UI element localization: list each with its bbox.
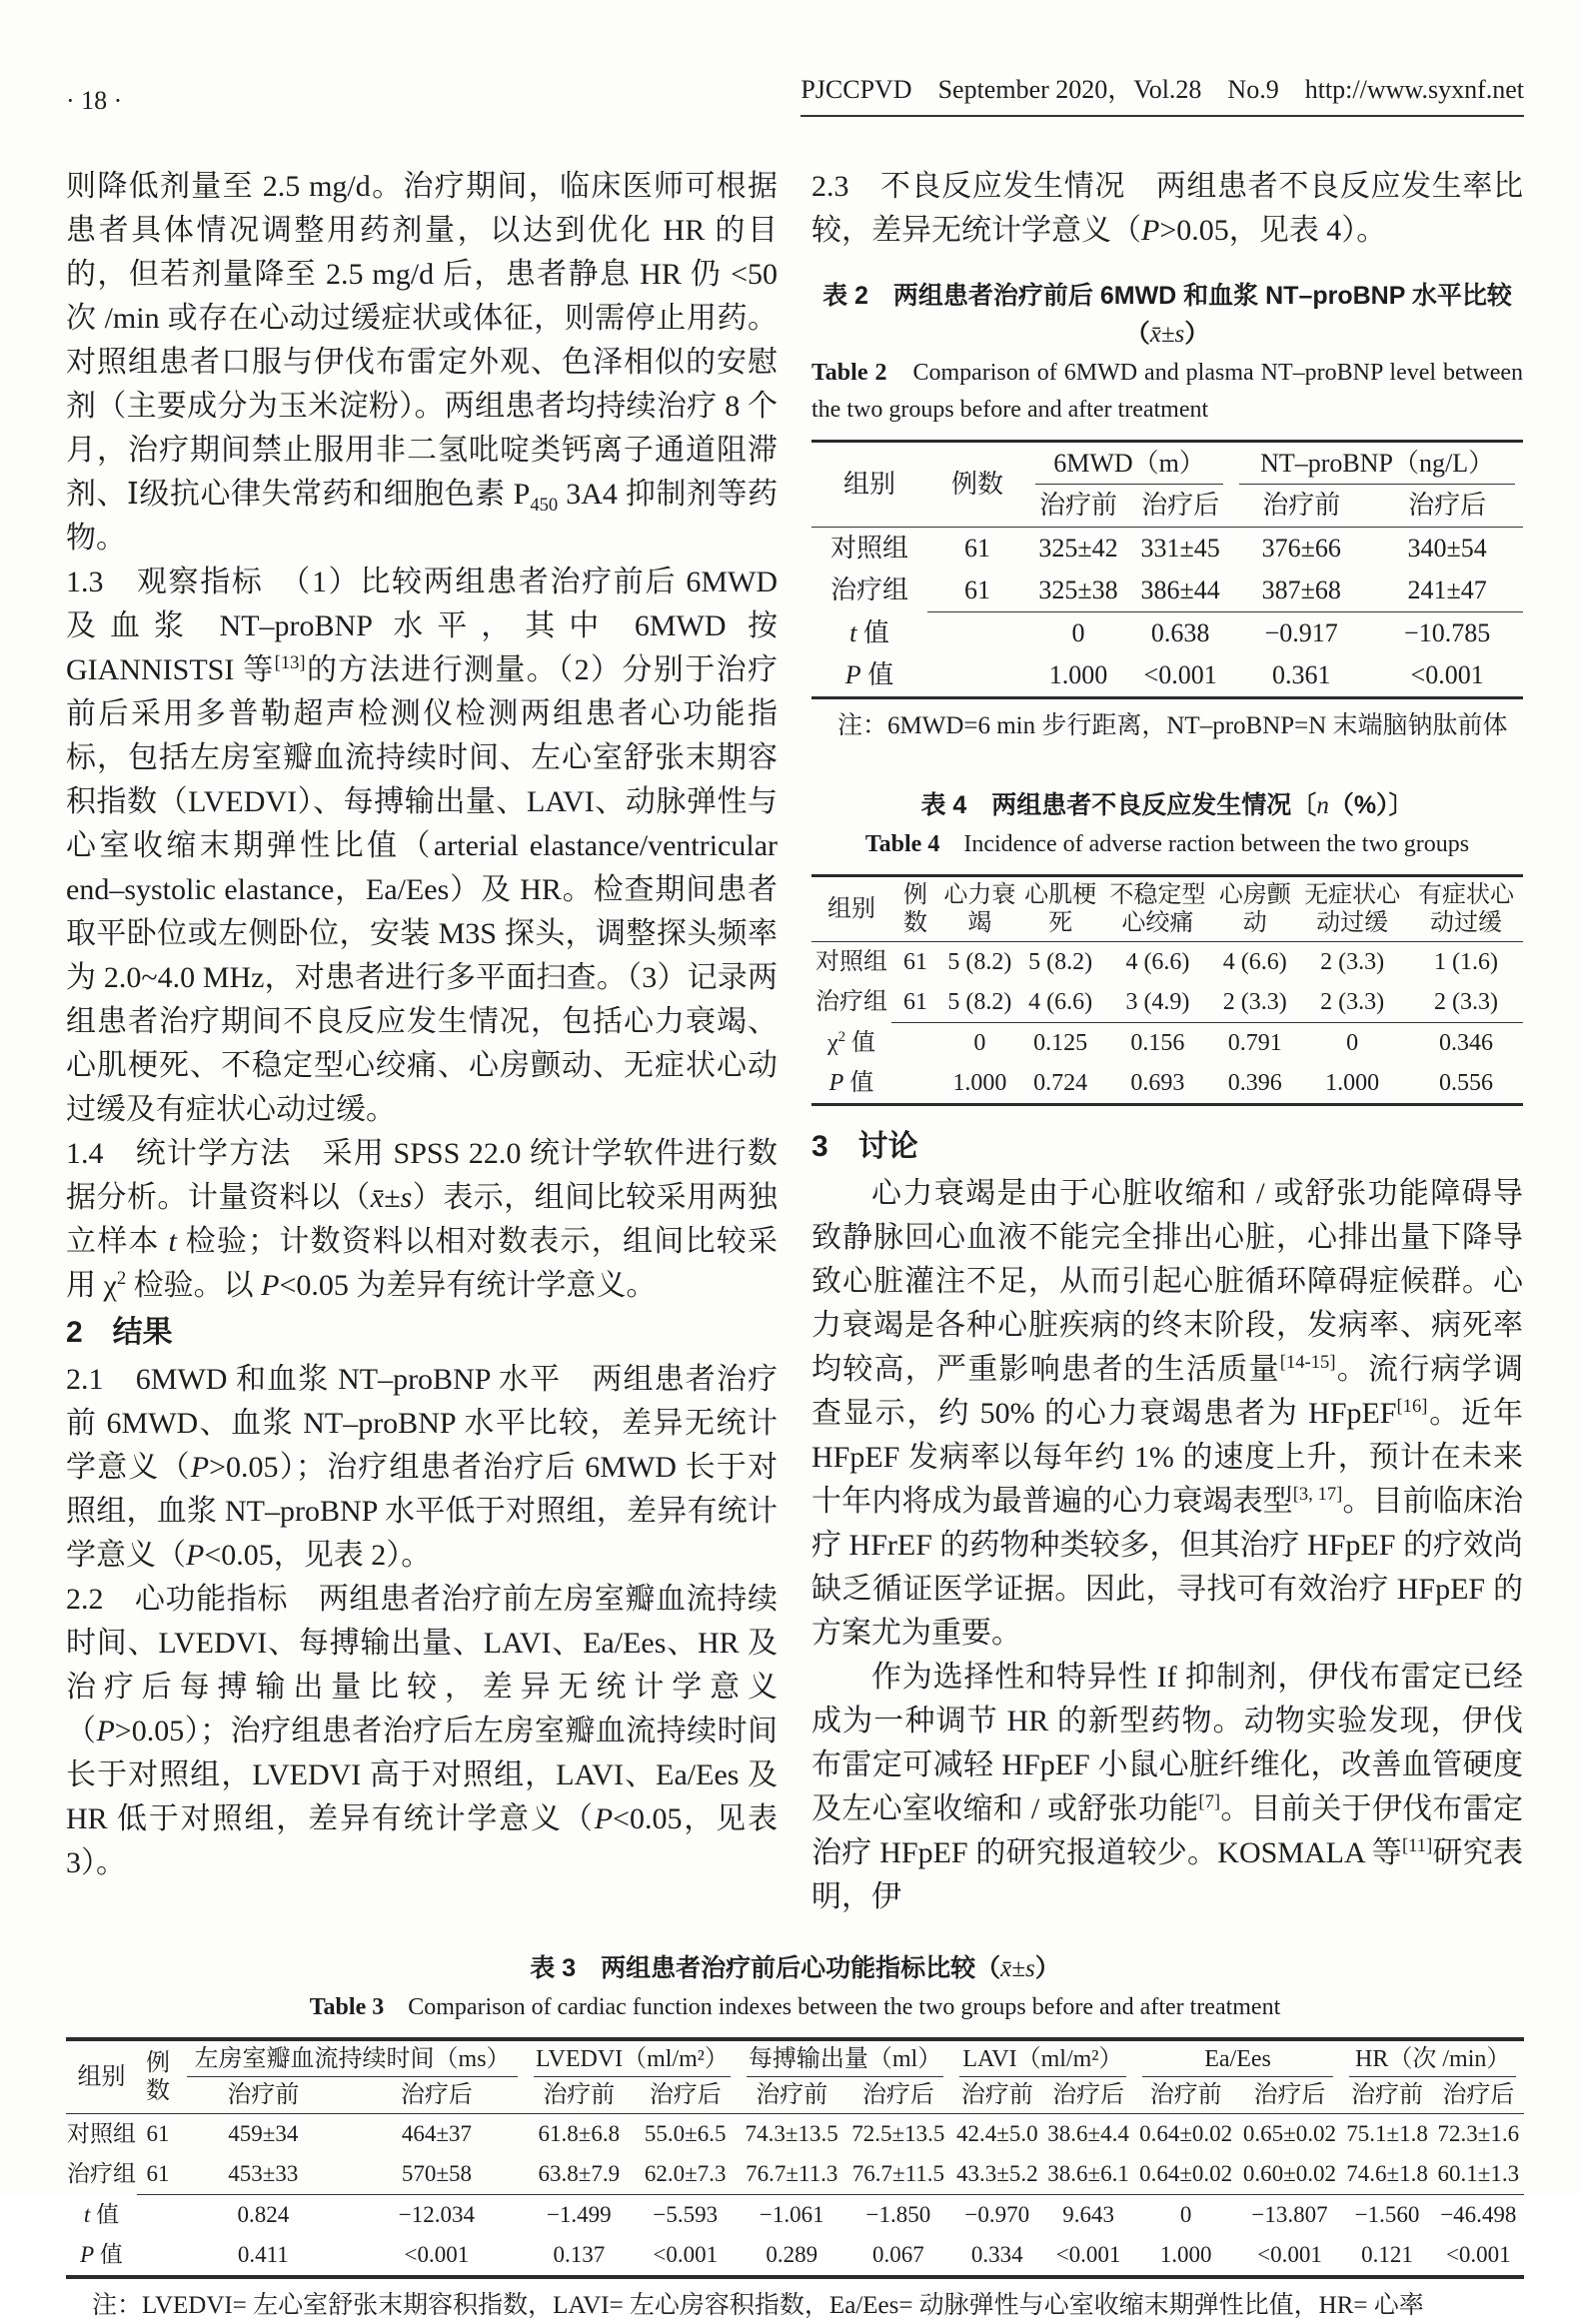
table-cell: −1.560: [1341, 2195, 1432, 2236]
table-cell: 0.396: [1227, 1070, 1282, 1096]
table-cell: 376±66: [1261, 534, 1341, 563]
table-cell: 63.8±7.9: [538, 2161, 621, 2186]
column-header: 心房颤动: [1214, 876, 1295, 942]
table-cell: [927, 612, 1027, 655]
column-header: 治疗前: [179, 2077, 348, 2114]
column-header: Ea/Ees: [1134, 2039, 1342, 2077]
right-column: [811, 165, 1523, 1919]
table-cell: 386±44: [1140, 576, 1220, 604]
table-cell: P 值: [80, 2242, 123, 2267]
table-cell: <0.001: [653, 2242, 719, 2267]
table-row: [811, 528, 1523, 571]
table-cell: 0.824: [179, 2195, 348, 2236]
column-header: 组别: [811, 442, 927, 528]
table3-note: 注：LVEDVI= 左心室舒张末期容积指数，LAVI= 左心房容积指数，Ea/Ees= 动脉弹性与心室收缩末期弹性比值，HR= 心率: [92, 2292, 1424, 2319]
table-cell: 241±47: [1407, 576, 1487, 604]
table-cell: 61: [964, 534, 990, 563]
table-cell: 340±54: [1407, 534, 1487, 563]
table-cell: 60.1±1.3: [1437, 2161, 1520, 2186]
column-header: HR（次 /min）: [1341, 2039, 1524, 2077]
table-cell: 331±45: [1140, 534, 1220, 563]
table4-body: [811, 942, 1523, 1105]
table-row: [811, 982, 1523, 1023]
table-cell: 0.121: [1361, 2242, 1413, 2267]
table-row: [66, 2154, 1524, 2195]
table-cell: 0.693: [1130, 1070, 1185, 1096]
column-header: 例数: [137, 2039, 179, 2114]
paragraph-cardiac-function-result: 2.2 心功能指标 两组患者治疗前左房室瓣血流持续时间、LVEDVI、每搏输出量、LAVI、Ea/Ees、HR 及治疗后每搏输出量比较，差异无统计学意义（P>0.05）；治疗组患者治疗后左房室瓣血流持续时间长于对照组，LVEDVI 高于对照组，LAVI、Ea/Ees 及 HR 低于对照组，差异有统计学意义（P<0.05，见表 3）。: [66, 1583, 779, 1879]
table-cell: 2 (3.3): [1434, 989, 1499, 1015]
table-cell: <0.001: [1410, 660, 1484, 689]
table-cell: <0.001: [1143, 660, 1217, 689]
table-row: [66, 2235, 1524, 2277]
table2-block: [811, 277, 1523, 744]
table-row: [811, 1023, 1523, 1064]
table-cell: <0.001: [1257, 2242, 1322, 2267]
column-header: NT–proBNP（ng/L）: [1231, 442, 1523, 486]
journal-header: PJCCPVD September 2020，Vol.28 No.9 http://www.syxnf.net: [800, 74, 1524, 117]
table-cell: 76.7±11.5: [851, 2161, 944, 2186]
table-cell: 9.643: [1042, 2195, 1133, 2236]
table-cell: −1.499: [526, 2195, 632, 2236]
table-cell: 43.3±5.2: [955, 2161, 1038, 2186]
column-header: 每搏输出量（ml）: [739, 2039, 951, 2077]
paragraph-discussion-2: 作为选择性和特异性 If 抑制剂，伊伐布雷定已经成为一种调节 HR 的新型药物。动物实验发现，伊伐布雷定可减轻 HFpEF 小鼠心脏纤维化，改善血管硬度及左心室收缩和 / 或舒张功能[7]。目前关于伊伐布雷定治疗 HFpEF 的研究报道较少。KOSMALA 等[11]研究表明，伊: [811, 1661, 1523, 1913]
table-cell: 4 (6.6): [1125, 949, 1190, 975]
table-cell: 4 (6.6): [1028, 989, 1093, 1015]
table-cell: 0.067: [871, 2242, 924, 2267]
table2-title-cn: 表 2 两组患者治疗前后 6MWD 和血浆 NT–proBNP 水平比较（x̄±s）: [822, 282, 1512, 348]
table-row: [811, 1063, 1523, 1105]
table-cell: [891, 1023, 939, 1064]
table4-title-cn: 表 4 两组患者不良反应发生情况〔n（%）〕: [920, 791, 1414, 819]
table-row: [811, 570, 1523, 612]
table-cell: 74.3±13.5: [745, 2121, 838, 2146]
table-row: [811, 942, 1523, 983]
paragraph-dose-adjustment: 则降低剂量至 2.5 mg/d。治疗期间，临床医师可根据患者具体情况调整用药剂量，以达到优化 HR 的目的，但若剂量降至 2.5 mg/d 后，患者静息 HR 仍 <50 次 /min 或存在心动过缓症状或体征，则需停止用药。对照组患者口服与伊伐布雷定外观、色泽相似的安慰剂（主要成分为玉米淀粉）。两组患者均持续治疗 8 个月，治疗期间禁止服用非二氢吡啶类钙离子通道阻滞剂、Ⅰ级抗心律失常药和细胞色素 $P_{450}$ 3A4 抑制剂等药物。: [66, 170, 778, 555]
table-cell: 1.000: [1159, 2242, 1212, 2267]
table-cell: 38.6±6.1: [1047, 2161, 1129, 2186]
table-cell: 0: [939, 1023, 1020, 1064]
table2-header-row-1: [811, 442, 1523, 486]
table-cell: 570±58: [401, 2161, 472, 2186]
table-cell: −0.917: [1231, 612, 1371, 655]
table-cell: 72.5±13.5: [851, 2121, 945, 2146]
section-heading-discussion: 3 讨论: [811, 1130, 918, 1163]
table-row: [66, 2195, 1524, 2236]
paragraph-discussion-1: 心力衰竭是由于心脏收缩和 / 或舒张功能障碍导致静脉回心血液不能完全排出心脏，心排出量下降导致心脏灌注不足，从而引起心脏循环障碍症候群。心力衰竭是各种心脏疾病的终末阶段，发病率、病死率均较高，严重影响患者的生活质量[14-15]。流行病学调查显示，约 50% 的心力衰竭患者为 HFpEF[16]。近年 HFpEF 发病率以每年约 1% 的速度上升，预计在未来十年内将成为最普遍的心力衰竭表型[3, 17]。目前临床治疗 HFrEF 的药物种类较多，但其治疗 HFpEF 的疗效尚缺乏循证医学证据。因此，寻找可有效治疗 HFpEF 的方案尤为重要。: [811, 1177, 1524, 1650]
table-cell: 0.156: [1100, 1023, 1214, 1064]
table-cell: 0: [1295, 1023, 1409, 1064]
column-header: 治疗前: [1231, 485, 1371, 528]
table4: [811, 874, 1523, 1106]
column-header: 治疗后: [1433, 2077, 1524, 2114]
table-cell: 0.64±0.02: [1139, 2161, 1233, 2186]
table-cell: 对照组: [67, 2121, 136, 2146]
column-header: 治疗后: [1238, 2077, 1342, 2114]
column-header: 治疗前: [1134, 2077, 1238, 2114]
table-cell: 76.7±11.3: [746, 2161, 838, 2186]
table-cell: [137, 2195, 179, 2236]
section-heading-results: 2 结果: [66, 1316, 173, 1349]
column-header: 治疗后: [845, 2077, 952, 2114]
column-header: 心力衰竭: [939, 876, 1020, 942]
table-cell: −13.807: [1238, 2195, 1342, 2236]
table-cell: 0.64±0.02: [1139, 2121, 1233, 2146]
table-cell: −1.061: [739, 2195, 845, 2236]
table-cell: 0.137: [553, 2242, 606, 2267]
column-header: LVEDVI（ml/m²）: [526, 2039, 739, 2077]
column-header: LAVI（ml/m²）: [951, 2039, 1134, 2077]
table-cell: 387±68: [1261, 576, 1341, 604]
table2-note: 注：6MWD=6 min 步行距离，NT–proBNP=N 末端脑钠肽前体: [837, 712, 1508, 739]
table-cell: 61.8±6.8: [538, 2121, 621, 2146]
table-cell: 1.000: [952, 1070, 1007, 1096]
table-cell: [891, 1063, 939, 1105]
table-cell: 0.638: [1129, 612, 1231, 655]
table-cell: 0.65±0.02: [1242, 2121, 1337, 2146]
table-cell: 0: [1134, 2195, 1238, 2236]
table-cell: 1.000: [1325, 1070, 1380, 1096]
table-cell: 61: [964, 576, 990, 604]
paragraph-adverse-reaction-result: 2.3 不良反应发生情况 两组患者不良反应发生率比较，差异无统计学意义（P>0.05，见表 4）。: [811, 170, 1523, 247]
table-cell: 3 (4.9): [1125, 989, 1190, 1015]
table-cell: 5 (8.2): [947, 989, 1012, 1015]
column-header: 有症状心动过缓: [1409, 876, 1523, 942]
table-cell: P 值: [844, 660, 894, 689]
paragraph-statistics-method: 1.4 统计学方法 采用 SPSS 22.0 统计学软件进行数据分析。计量资料以（x̄±s）表示，组间比较采用两独立样本 t 检验；计数资料以相对数表示，组间比较采用 $\chi^2$ 检验。以 P<0.05 为差异有统计学意义。: [66, 1137, 779, 1302]
table-cell: <0.001: [1055, 2242, 1121, 2267]
table3-body: [66, 2114, 1524, 2278]
column-header: 不稳定型心绞痛: [1100, 876, 1214, 942]
column-header: 治疗前: [1027, 485, 1129, 528]
table-cell: 4 (6.6): [1222, 949, 1287, 975]
table-cell: [927, 654, 1027, 698]
table-cell: 5 (8.2): [947, 949, 1012, 975]
table-cell: 72.3±1.6: [1437, 2121, 1520, 2146]
two-column-layout: [66, 165, 1524, 1919]
table-cell: 0.289: [766, 2242, 818, 2267]
paragraph-6mwd-ntprobnp-result: 2.1 6MWD 和血浆 NT–proBNP 水平 两组患者治疗前 6MWD、血浆 NT–proBNP 水平比较，差异无统计学意义（P>0.05）；治疗组患者治疗后 6MWD 长于对照组，血浆 NT–proBNP 水平低于对照组，差异有统计学意义（P<0.05，见表 2）。: [66, 1363, 779, 1572]
column-header: 治疗后: [1371, 485, 1523, 528]
column-header: 治疗前: [526, 2077, 632, 2114]
table-cell: 0.60±0.02: [1242, 2161, 1337, 2186]
table-cell: <0.001: [1445, 2242, 1511, 2267]
table-cell: 0.346: [1409, 1023, 1523, 1064]
table-cell: P 值: [828, 1070, 874, 1096]
column-header: 治疗前: [951, 2077, 1042, 2114]
table-cell: 治疗组: [67, 2161, 136, 2187]
table-cell: 61: [146, 2161, 170, 2186]
column-header: 组别: [811, 876, 891, 942]
table-cell: 2 (3.3): [1320, 989, 1385, 1015]
table-cell: 38.6±4.4: [1047, 2121, 1129, 2146]
table-cell: $\chi^2$ 值: [826, 1028, 876, 1056]
table-cell: <0.001: [404, 2242, 470, 2267]
table-cell: [137, 2235, 179, 2277]
table-cell: 0.791: [1214, 1023, 1295, 1064]
table-cell: 1 (1.6): [1434, 949, 1499, 975]
column-header: 治疗后: [1042, 2077, 1133, 2114]
table-cell: −12.034: [348, 2195, 526, 2236]
table4-title-en: Table 4 Incidence of adverse raction between the two groups: [864, 831, 1470, 857]
table-cell: −46.498: [1433, 2195, 1524, 2236]
column-header: 组别: [66, 2039, 137, 2114]
table2: [811, 440, 1523, 699]
table-cell: 62.0±7.3: [644, 2161, 727, 2186]
table-cell: 1.000: [1048, 660, 1108, 689]
column-header: 无症状心动过缓: [1295, 876, 1409, 942]
table-cell: 0.125: [1020, 1023, 1101, 1064]
table-cell: 0.556: [1439, 1070, 1494, 1096]
table2-body: [811, 528, 1523, 698]
table3-title-en: Table 3 Comparison of cardiac function indexes between the two groups before and after treatment: [309, 1994, 1281, 2020]
table-cell: 对照组: [829, 534, 908, 563]
table3-header-row-1: [66, 2039, 1524, 2077]
table-row: [66, 2114, 1524, 2155]
table3-header-row-2: [66, 2077, 1524, 2114]
table-cell: 464±37: [401, 2121, 472, 2146]
table-cell: −0.970: [951, 2195, 1042, 2236]
left-column: [66, 165, 778, 1919]
table-row: [811, 654, 1523, 698]
table3-block: [66, 1949, 1524, 2324]
table-cell: 对照组: [815, 949, 887, 975]
column-header: 心肌梗死: [1020, 876, 1101, 942]
column-header: 治疗前: [1341, 2077, 1432, 2114]
table-cell: 55.0±6.5: [644, 2121, 727, 2146]
column-header: 治疗前: [739, 2077, 845, 2114]
table-cell: 325±38: [1038, 576, 1118, 604]
table-cell: 5 (8.2): [1028, 949, 1093, 975]
table-cell: 0.361: [1271, 660, 1331, 689]
table4-header-row: [811, 876, 1523, 942]
table-cell: 治疗组: [815, 989, 887, 1016]
table3: [66, 2037, 1524, 2279]
table-cell: 0: [1027, 612, 1129, 655]
paragraph-observation-index: 1.3 观察指标 （1）比较两组患者治疗前后 6MWD 及血浆 NT–proBNP 水平，其中 6MWD 按 GIANNISTSI 等[13]的方法进行测量。（2）分别于治疗前后采用多普勒超声检测仪检测两组患者心功能指标，包括左房室瓣血流持续时间、左心室舒张末期容积指数（LVEDVI）、每搏输出量、LAVI、动脉弹性与心室收缩末期弹性比值（arterial elastance/ventricular end–systolic elastance，Ea/Ees）及 HR。检查期间患者取平卧位或左侧卧位，安装 M3S 探头，调整探头频率为 2.0~4.0 MHz，对患者进行多平面扫查。（3）记录两组患者治疗期间不良反应发生情况，包括心力衰竭、心肌梗死、不稳定型心绞痛、心房颤动、无症状心动过缓及有症状心动过缓。: [66, 566, 778, 1126]
table-cell: −10.785: [1371, 612, 1523, 655]
table-cell: 61: [903, 989, 927, 1015]
table-cell: 42.4±5.0: [955, 2121, 1038, 2146]
table-cell: 453±33: [228, 2161, 299, 2186]
table-cell: 2 (3.3): [1222, 989, 1287, 1015]
table-cell: 75.1±1.8: [1346, 2121, 1428, 2146]
table-cell: 2 (3.3): [1320, 949, 1385, 975]
column-header: 例数: [891, 876, 939, 942]
page-number: · 18 ·: [66, 86, 123, 115]
table3-title-cn: 表 3 两组患者治疗前后心功能指标比较（x̄±s）: [530, 1954, 1060, 1982]
table-cell: −1.850: [845, 2195, 952, 2236]
table2-title-en: Table 2 Comparison of 6MWD and plasma NT–proBNP level between the two groups before and after treatment: [811, 360, 1523, 423]
column-header: 6MWD（m）: [1027, 442, 1231, 486]
table-row: [811, 612, 1523, 655]
table4-block: [811, 786, 1523, 1106]
column-header: 例数: [927, 442, 1027, 528]
table-cell: 0.334: [970, 2242, 1023, 2267]
table-cell: 459±34: [228, 2121, 299, 2146]
column-header: 治疗后: [348, 2077, 526, 2114]
column-header: 左房室瓣血流持续时间（ms）: [179, 2039, 526, 2077]
table-cell: 0.411: [237, 2242, 289, 2267]
table-cell: −5.593: [633, 2195, 739, 2236]
table-cell: 治疗组: [829, 576, 908, 605]
table-cell: 325±42: [1038, 534, 1118, 563]
table-cell: 0.724: [1033, 1070, 1088, 1096]
table-cell: 74.6±1.8: [1346, 2161, 1428, 2186]
table-cell: 61: [903, 949, 927, 975]
table-cell: t 值: [83, 2201, 120, 2227]
page-header: [66, 74, 1524, 117]
column-header: 治疗后: [633, 2077, 739, 2114]
column-header: 治疗后: [1129, 485, 1231, 528]
table-cell: 61: [146, 2121, 170, 2146]
table-cell: t 值: [849, 617, 889, 647]
